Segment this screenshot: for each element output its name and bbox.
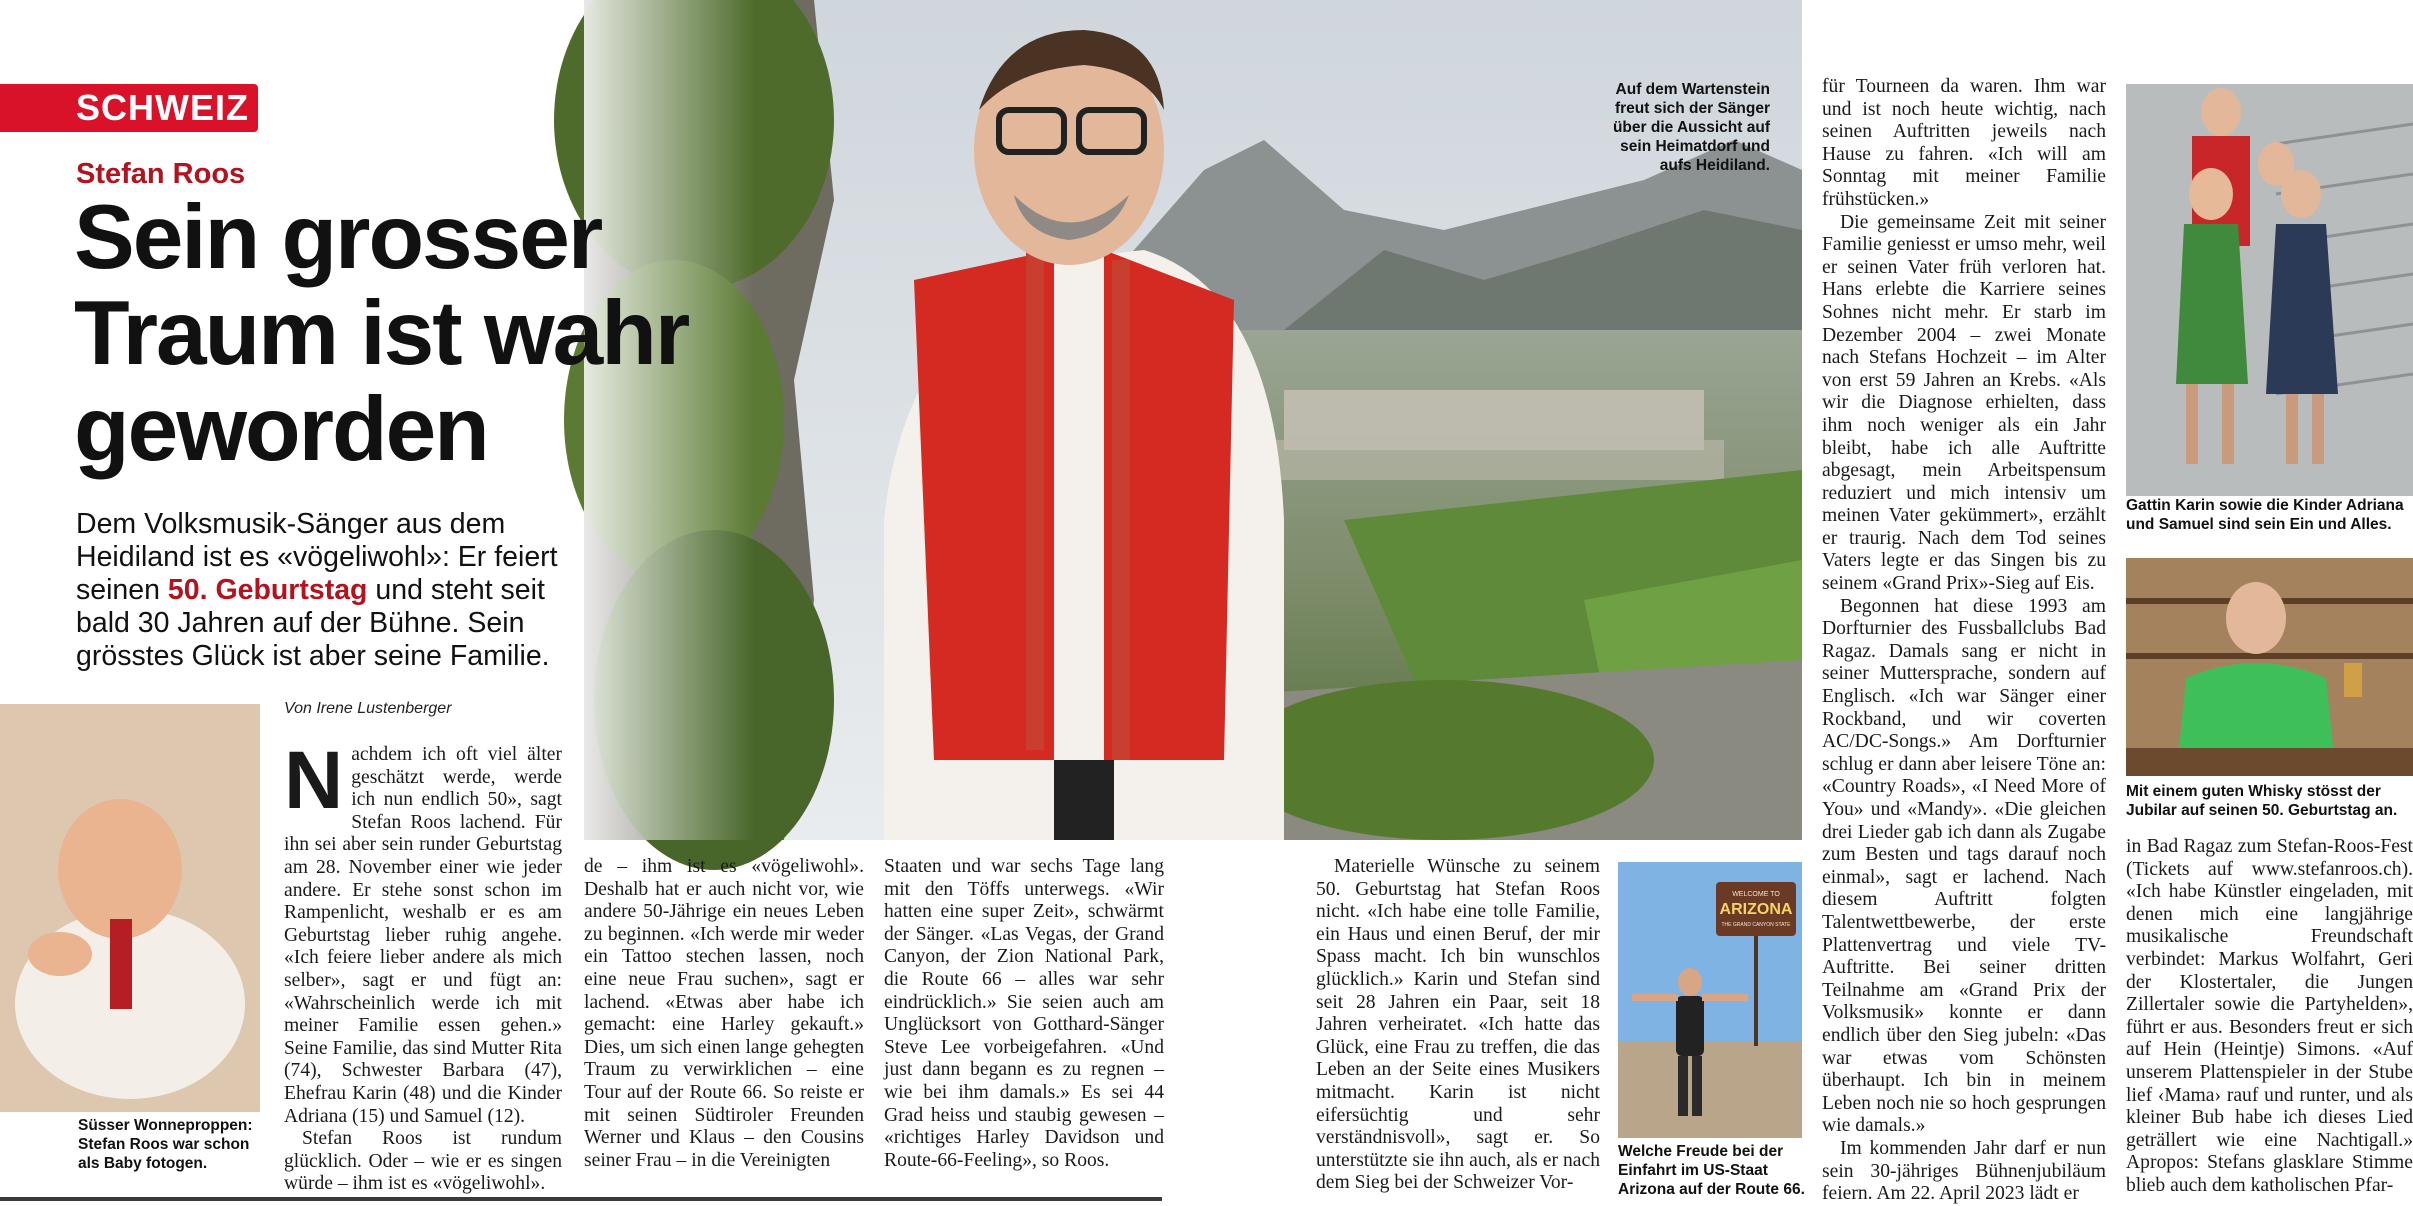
body-text: in Bad Ragaz zum Stefan-Roos-Fest (Tickets auf www.stefanroos.ch). «Ich habe Künstler eingeladen, mit denen mich eine langjährige musikalische Freundschaft verbindet: Markus Wolfahrt, Geri der Klostertaler, die Jungen Zillertaler sowie die Partyhelden», führt er aus. Besonders freut er sich auf Hein (Heintje) Simons. «Auf unserem Plattenspieler in der Stube lief ‹Mama› rauf und runter, und als kleiner Bub habe ich dieses Lied geträllert wie eine Nachtigall.» Apropos: Stefans glasklare Stimme blieb auch dem katholischen Pfar-: [2126, 836, 2413, 1196]
bottom-rule: [0, 1197, 1162, 1201]
arizona-caption: Welche Freude bei der Einfahrt im US-Staat Arizona auf der Route 66.: [1618, 1143, 1805, 1198]
body-text: Materielle Wünsche zu seinem 50. Geburtstag hat Stefan Roos nicht. «Ich habe eine tolle Familie, ein Haus und einen Beruf, der mir Spass macht. Ich bin wunschlos glücklich.» Karin und Stefan sind seit 28 Jahren ein Paar, seit 18 Jahren verheiratet. «Ich hatte das Glück, eine Frau zu treffen, die das Leben an der Seite eines Musikers mitmacht. Karin ist nicht eifersüchtig und sehr verständnisvoll», sagt er. So unterstützte sie ihn auch, als er nach dem Sieg bei der Schweizer Vor-: [1316, 856, 1600, 1194]
body-text: Begonnen hat diese 1993 am Dorfturnier des Fussballclubs Bad Ragaz. Damals sang er nicht in seiner Muttersprache, sondern auf Englisch. «Ich war Sänger einer Rockband, und wir coverten AC/DC-Songs.» Am Dorfturnier schlug er dann aber leisere Töne an: «Country Roads», «I Need More of You» und «Mandy». «Die gleichen drei Lieder gab ich dann als Zugabe zum Besten und tags darauf noch einmal», sagt er lachend. Nach diesem Auftritt folgten Talentwettbewerbe, der erste Plattenvertrag und viele TV-Auftritte. Bei seiner dritten Teilnahme am «Grand Prix der Volksmusik» konnte er dann endlich über den Sieg jubeln: «Das war etwas vom Schönsten überhaupt. Ich bin in meinem Leben noch nie so hoch gesprungen wie damals.»: [1822, 595, 2106, 1137]
arizona-sign-main: ARIZONA: [1719, 901, 1793, 918]
kicker: Stefan Roos: [76, 158, 246, 190]
body-column-5: [1822, 76, 2106, 1205]
body-column-1: [284, 735, 562, 1195]
body-text: Die gemeinsame Zeit mit seiner Familie geniesst er umso mehr, weil er seinen Vater früh verloren hat. Hans erlebte die Karriere seines Sohnes nicht mehr. Er starb im Dezember 2004 – zwei Monate nach Stefans Hochzeit – im Alter von erst 59 Jahren an Krebs. «Als wir die Diagnose erhielten, dass ihm noch weniger als ein Jahr bleibt, habe ich alle Auftritte abgesagt, mein Arbeitspensum reduziert und mich intensiv um meinen Vater gekümmert», erzählt er traurig. Nach dem Tod seines Vaters legte er das Singen bis zu seinem «Grand Prix»-Sieg auf Eis.: [1822, 211, 2106, 595]
byline: Von Irene Lustenberger: [284, 700, 452, 717]
body-column-2: [584, 856, 864, 1186]
headline: Sein grosser Traum ist wahr geworden: [74, 187, 689, 480]
arizona-sign-top: WELCOME TO: [1732, 891, 1780, 898]
body-text: für Tourneen da waren. Ihm war und ist noch heute wichtig, nach seinen Auftritten jeweils nach Hause zu fahren. «Ich will am Sonntag mit meiner Familie frühstücken.»: [1822, 76, 2106, 210]
body-text: Stefan Roos ist rundum glücklich. Oder – wie er es singen würde – ihm ist es «vögeliwohl».: [284, 1128, 562, 1195]
family-photo: [2126, 84, 2413, 496]
whisky-caption: Mit einem guten Whisky stösst der Jubilar auf seinen 50. Geburtstag an.: [2126, 783, 2398, 819]
arizona-sign-sub: THE GRAND CANYON STATE: [1721, 922, 1791, 928]
body-text: achdem ich oft viel älter geschätzt werde, werde ich nun endlich 50», sagt Stefan Roos lachend. Für ihn sei aber sein runder Geburtstag am 28. November einer wie jeder andere. Er stehe sonst schon im Rampenlicht, weshalb er es am Geburtstag lieber ruhig angehe. «Ich feiere lieber andere als mich selber», sagt er und fügt an: «Wahrscheinlich werde ich mit meiner Familie essen gehen.» Seine Familie, das sind Mutter Rita (74), Schwester Barbara (47), Ehefrau Karin (48) und die Kinder Adriana (15) und Samuel (12).: [284, 744, 562, 1127]
body-column-6: [2126, 836, 2413, 1201]
lead-highlight: 50. Geburtstag: [167, 574, 368, 606]
body-text: Staaten und war sechs Tage lang mit den Töffs unterwegs. «Wir hatten eine super Zeit», schwärmt der Sänger. «Las Vegas, der Grand Canyon, der Zion National Park, die Route 66 – alles war sehr eindrücklich.» Sie seien auch am Unglücksort von Gotthard-Sänger Steve Lee vorbeigefahren. «Und just dann begann es zu regnen – wie bei ihm damals.» Es sei 44 Grad heiss und staubig gewesen – «richtiges Harley Davidson und Route-66-Feeling», so Roos.: [884, 856, 1164, 1171]
baby-photo: [0, 704, 260, 1112]
hero-caption: Auf dem Wartenstein freut sich der Sänger über die Aussicht auf sein Heimatdorf und aufs Heidiland.: [1612, 81, 1770, 174]
arizona-photo: [1618, 862, 1802, 1138]
baby-caption: Süsser Wonneproppen: Stefan Roos war schon als Baby fotogen.: [78, 1117, 253, 1172]
body-column-4: [1316, 856, 1600, 1196]
whisky-photo: [2126, 558, 2413, 776]
section-tag: SCHWEIZ: [0, 84, 258, 132]
lead-paragraph: [76, 508, 596, 673]
body-column-3: [884, 856, 1164, 1186]
lead-text-end: und steht seit bald 30 Jahren auf der Bühne. Sein grösstes Glück ist aber seine Familie.: [76, 574, 550, 672]
family-caption: Gattin Karin sowie die Kinder Adriana und Samuel sind sein Ein und Alles.: [2126, 497, 2404, 533]
body-text: de – ihm ist es «vögeliwohl». Deshalb hat er auch nicht vor, wie andere 50-Jährige ein neues Leben zu beginnen. «Ich werde mir weder ein Tattoo stechen lassen, noch eine neue Frau suchen», sagt er lachend. «Etwas aber habe ich gemacht: eine Harley gekauft.» Dies, um sich einen lange gehegten Traum zu verwirklichen – eine Tour auf der Route 66. So reiste er mit seinen Südtiroler Freunden Werner und Klaus – den Cousins seiner Frau – in die Vereinigten: [584, 856, 864, 1171]
drop-cap: N: [284, 735, 344, 826]
body-text: Im kommenden Jahr darf er nun sein 30-jähriges Bühnenjubiläum feiern. Am 22. April 2023 lädt er: [1822, 1137, 2106, 1205]
lead-text-start: Dem Volksmusik-Sänger aus dem Heidiland ist es «vögeliwohl»: Er feiert seinen: [76, 508, 558, 606]
